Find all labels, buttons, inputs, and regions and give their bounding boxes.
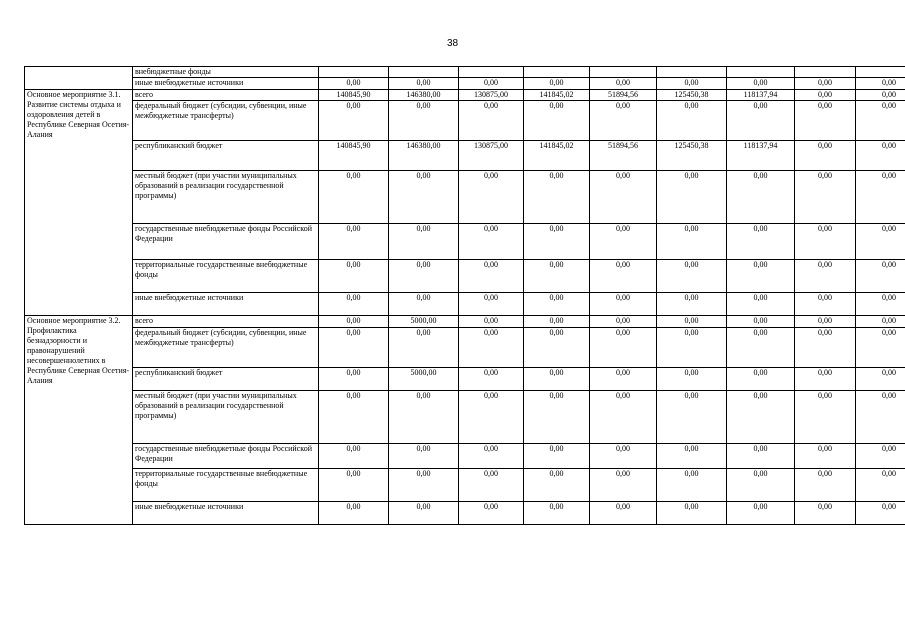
- funding-source-cell: местный бюджет (при участии муниципальных образований в реализации государственной программы): [133, 391, 319, 444]
- funding-source-cell: федеральный бюджет (субсидии, субвенции, иные межбюджетные трансферты): [133, 101, 319, 141]
- amount-cell: 0,00: [657, 368, 727, 391]
- amount-cell: 0,00: [727, 171, 795, 224]
- table-row: [25, 260, 905, 293]
- amount-cell: 0,00: [727, 78, 795, 90]
- amount-cell: 0,00: [856, 78, 905, 90]
- amount-cell: 0,00: [524, 502, 590, 525]
- amount-cell: 0,00: [727, 502, 795, 525]
- amount-cell: 0,00: [459, 78, 524, 90]
- amount-cell: 0,00: [319, 293, 389, 316]
- table-row: [25, 171, 905, 224]
- amount-cell: 0,00: [657, 171, 727, 224]
- amount-cell: 0,00: [795, 469, 856, 502]
- amount-cell: 0,00: [590, 171, 657, 224]
- amount-cell: 0,00: [389, 391, 459, 444]
- amount-cell: 0,00: [727, 101, 795, 141]
- table-row: [25, 502, 905, 525]
- amount-cell: [590, 67, 657, 78]
- amount-cell: 0,00: [727, 293, 795, 316]
- funding-source-cell: республиканский бюджет: [133, 368, 319, 391]
- funding-source-cell: территориальные государственные внебюджетные фонды: [133, 260, 319, 293]
- table-row: [25, 316, 905, 328]
- table-row: [25, 90, 905, 101]
- amount-cell: 0,00: [590, 502, 657, 525]
- amount-cell: 0,00: [657, 293, 727, 316]
- amount-cell: 141845,02: [524, 90, 590, 101]
- amount-cell: 0,00: [389, 444, 459, 469]
- amount-cell: 0,00: [795, 444, 856, 469]
- amount-cell: 51894,56: [590, 141, 657, 171]
- amount-cell: 0,00: [319, 171, 389, 224]
- amount-cell: 130875,00: [459, 90, 524, 101]
- amount-cell: 0,00: [856, 328, 905, 368]
- amount-cell: [856, 67, 905, 78]
- amount-cell: 0,00: [657, 316, 727, 328]
- amount-cell: 0,00: [319, 101, 389, 141]
- funding-source-cell: государственные внебюджетные фонды Российской Федерации: [133, 224, 319, 260]
- funding-source-cell: иные внебюджетные источники: [133, 502, 319, 525]
- amount-cell: 0,00: [795, 78, 856, 90]
- amount-cell: 0,00: [459, 260, 524, 293]
- amount-cell: 0,00: [657, 328, 727, 368]
- funding-source-cell: иные внебюджетные источники: [133, 293, 319, 316]
- amount-cell: 0,00: [459, 328, 524, 368]
- amount-cell: 0,00: [590, 224, 657, 260]
- amount-cell: 0,00: [657, 224, 727, 260]
- amount-cell: 0,00: [389, 101, 459, 141]
- amount-cell: 0,00: [319, 502, 389, 525]
- amount-cell: 0,00: [590, 78, 657, 90]
- amount-cell: 0,00: [459, 502, 524, 525]
- amount-cell: [524, 67, 590, 78]
- amount-cell: 141845,02: [524, 141, 590, 171]
- amount-cell: 0,00: [657, 260, 727, 293]
- table-row: [25, 78, 905, 90]
- amount-cell: 0,00: [856, 391, 905, 444]
- amount-cell: 0,00: [459, 391, 524, 444]
- amount-cell: 0,00: [524, 224, 590, 260]
- amount-cell: 130875,00: [459, 141, 524, 171]
- table-row: [25, 328, 905, 368]
- amount-cell: 146380,00: [389, 90, 459, 101]
- amount-cell: 0,00: [590, 368, 657, 391]
- table-row: [25, 101, 905, 141]
- amount-cell: 0,00: [795, 293, 856, 316]
- amount-cell: 0,00: [856, 260, 905, 293]
- page-number: 38: [446, 38, 459, 49]
- amount-cell: 0,00: [795, 391, 856, 444]
- amount-cell: 0,00: [459, 171, 524, 224]
- amount-cell: 0,00: [795, 171, 856, 224]
- amount-cell: 0,00: [319, 316, 389, 328]
- amount-cell: 0,00: [319, 444, 389, 469]
- amount-cell: 0,00: [459, 293, 524, 316]
- amount-cell: 0,00: [856, 101, 905, 141]
- amount-cell: 0,00: [795, 260, 856, 293]
- amount-cell: 0,00: [856, 90, 905, 101]
- amount-cell: 0,00: [856, 316, 905, 328]
- amount-cell: 0,00: [590, 260, 657, 293]
- amount-cell: 0,00: [727, 368, 795, 391]
- amount-cell: 0,00: [657, 502, 727, 525]
- amount-cell: 118137,94: [727, 141, 795, 171]
- amount-cell: [459, 67, 524, 78]
- amount-cell: 0,00: [856, 469, 905, 502]
- funding-source-cell: всего: [133, 90, 319, 101]
- amount-cell: 0,00: [856, 444, 905, 469]
- amount-cell: 0,00: [389, 293, 459, 316]
- amount-cell: 125450,38: [657, 141, 727, 171]
- funding-table: [24, 66, 905, 525]
- amount-cell: [389, 67, 459, 78]
- amount-cell: 0,00: [657, 469, 727, 502]
- amount-cell: 5000,00: [389, 368, 459, 391]
- amount-cell: 0,00: [856, 224, 905, 260]
- event-title-cell: Основное мероприятие 3.2. Профилактика безнадзорности и правонарушений несовершеннолетних в Республике Северная Осетия-Алания: [25, 316, 133, 525]
- amount-cell: 0,00: [856, 171, 905, 224]
- amount-cell: 0,00: [727, 260, 795, 293]
- amount-cell: 0,00: [590, 391, 657, 444]
- amount-cell: 0,00: [524, 368, 590, 391]
- event-title-cell: Основное мероприятие 3.1. Развитие системы отдыха и оздоровления детей в Республике Северная Осетия-Алания: [25, 90, 133, 316]
- amount-cell: 0,00: [389, 328, 459, 368]
- amount-cell: 0,00: [727, 469, 795, 502]
- funding-source-cell: всего: [133, 316, 319, 328]
- amount-cell: 0,00: [856, 368, 905, 391]
- amount-cell: 0,00: [524, 391, 590, 444]
- amount-cell: 0,00: [727, 328, 795, 368]
- amount-cell: 0,00: [727, 444, 795, 469]
- table-row: [25, 444, 905, 469]
- amount-cell: 0,00: [795, 502, 856, 525]
- funding-source-cell: иные внебюджетные источники: [133, 78, 319, 90]
- amount-cell: 0,00: [590, 316, 657, 328]
- table-row: [25, 469, 905, 502]
- funding-source-cell: федеральный бюджет (субсидии, субвенции, иные межбюджетные трансферты): [133, 328, 319, 368]
- amount-cell: 0,00: [727, 316, 795, 328]
- amount-cell: 125450,38: [657, 90, 727, 101]
- amount-cell: 0,00: [524, 328, 590, 368]
- table-row: [25, 141, 905, 171]
- amount-cell: [795, 67, 856, 78]
- amount-cell: 0,00: [657, 391, 727, 444]
- funding-source-cell: республиканский бюджет: [133, 141, 319, 171]
- amount-cell: 0,00: [319, 224, 389, 260]
- amount-cell: 0,00: [590, 293, 657, 316]
- amount-cell: 0,00: [590, 328, 657, 368]
- amount-cell: 0,00: [657, 101, 727, 141]
- amount-cell: 0,00: [524, 469, 590, 502]
- table-row: [25, 391, 905, 444]
- amount-cell: 0,00: [727, 391, 795, 444]
- amount-cell: 0,00: [524, 101, 590, 141]
- amount-cell: 0,00: [389, 260, 459, 293]
- amount-cell: 0,00: [795, 328, 856, 368]
- amount-cell: 0,00: [319, 391, 389, 444]
- amount-cell: 146380,00: [389, 141, 459, 171]
- amount-cell: 0,00: [389, 78, 459, 90]
- funding-source-cell: государственные внебюджетные фонды Российской Федерации: [133, 444, 319, 469]
- table-row: [25, 224, 905, 260]
- amount-cell: 140845,90: [319, 90, 389, 101]
- amount-cell: 0,00: [389, 171, 459, 224]
- amount-cell: 0,00: [319, 368, 389, 391]
- amount-cell: 0,00: [856, 141, 905, 171]
- funding-source-cell: территориальные государственные внебюджетные фонды: [133, 469, 319, 502]
- funding-source-cell: внебюджетные фонды: [133, 67, 319, 78]
- amount-cell: 0,00: [459, 444, 524, 469]
- table-row: [25, 368, 905, 391]
- amount-cell: [319, 67, 389, 78]
- amount-cell: 0,00: [389, 502, 459, 525]
- amount-cell: 0,00: [590, 444, 657, 469]
- amount-cell: 0,00: [459, 101, 524, 141]
- amount-cell: 0,00: [389, 469, 459, 502]
- amount-cell: 0,00: [657, 78, 727, 90]
- amount-cell: 0,00: [524, 260, 590, 293]
- funding-source-cell: местный бюджет (при участии муниципальных образований в реализации государственной программы): [133, 171, 319, 224]
- amount-cell: 0,00: [524, 444, 590, 469]
- amount-cell: 0,00: [459, 316, 524, 328]
- amount-cell: 0,00: [727, 224, 795, 260]
- amount-cell: 0,00: [459, 224, 524, 260]
- amount-cell: 0,00: [590, 101, 657, 141]
- amount-cell: 0,00: [590, 469, 657, 502]
- amount-cell: 0,00: [524, 293, 590, 316]
- amount-cell: 51894,56: [590, 90, 657, 101]
- table-body: [25, 67, 905, 525]
- amount-cell: 0,00: [524, 171, 590, 224]
- amount-cell: 0,00: [795, 141, 856, 171]
- amount-cell: 0,00: [319, 469, 389, 502]
- amount-cell: 0,00: [459, 469, 524, 502]
- amount-cell: 118137,94: [727, 90, 795, 101]
- event-title-cell: [25, 67, 133, 90]
- amount-cell: 0,00: [795, 101, 856, 141]
- amount-cell: 5000,00: [389, 316, 459, 328]
- amount-cell: 0,00: [524, 78, 590, 90]
- amount-cell: 0,00: [319, 328, 389, 368]
- amount-cell: [727, 67, 795, 78]
- amount-cell: [657, 67, 727, 78]
- amount-cell: 0,00: [856, 502, 905, 525]
- amount-cell: 0,00: [795, 224, 856, 260]
- amount-cell: 0,00: [524, 316, 590, 328]
- amount-cell: 140845,90: [319, 141, 389, 171]
- amount-cell: 0,00: [319, 78, 389, 90]
- amount-cell: 0,00: [795, 90, 856, 101]
- amount-cell: 0,00: [795, 316, 856, 328]
- amount-cell: 0,00: [657, 444, 727, 469]
- amount-cell: 0,00: [389, 224, 459, 260]
- amount-cell: 0,00: [795, 368, 856, 391]
- amount-cell: 0,00: [319, 260, 389, 293]
- amount-cell: 0,00: [856, 293, 905, 316]
- table-row: [25, 67, 905, 78]
- amount-cell: 0,00: [459, 368, 524, 391]
- table-row: [25, 293, 905, 316]
